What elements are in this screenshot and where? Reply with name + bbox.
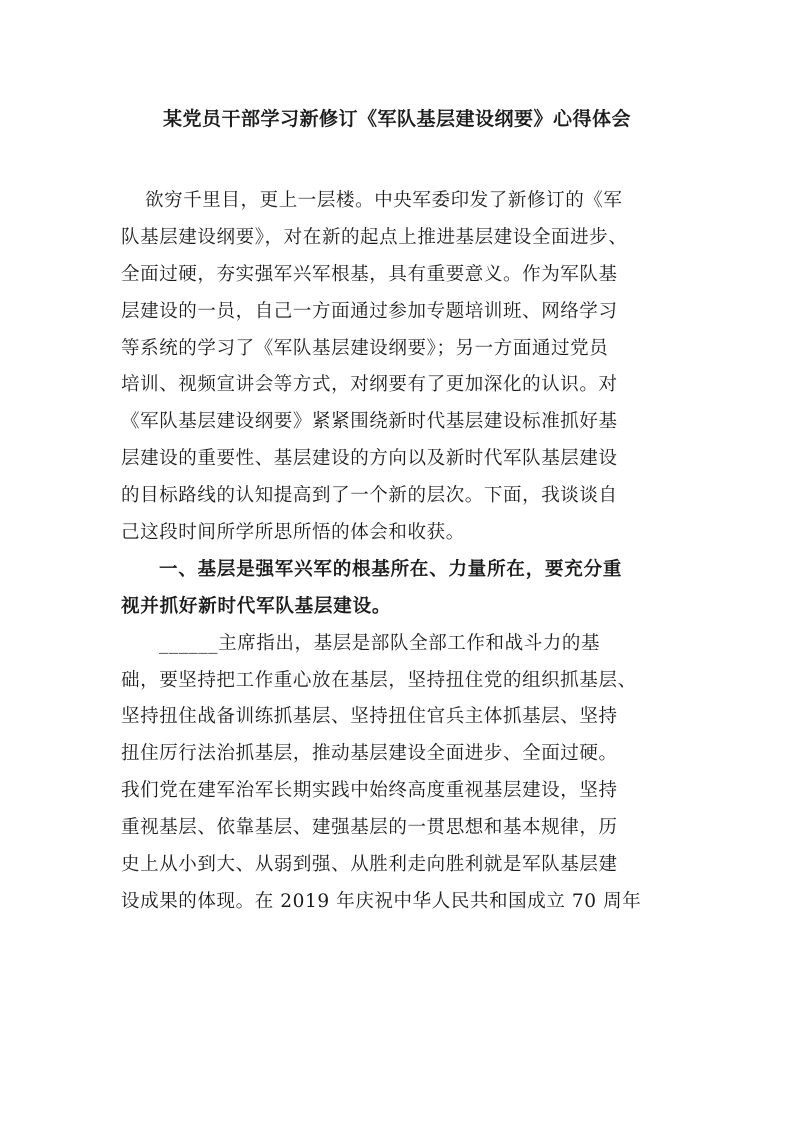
section-heading-line: 视并抓好新时代军队基层建设。 <box>121 595 392 617</box>
paragraph-line: 扭住厉行法治抓基层，推动基层建设全面进步、全面过硬。 <box>121 743 618 765</box>
paragraph-line: 层建设的一员，自己一方面通过参加专题培训班、网络学习 <box>121 300 618 322</box>
paragraph-line: 础，要坚持把工作重心放在基层，坚持扭住党的组织抓基层、 <box>121 669 637 691</box>
paragraph-line: ______主席指出，基层是部队全部工作和战斗力的基 <box>159 632 601 654</box>
paragraph-line: 全面过硬，夯实强军兴军根基，具有重要意义。作为军队基 <box>121 263 618 285</box>
paragraph-line: 队基层建设纲要》，对在新的起点上推进基层建设全面进步、 <box>121 226 628 248</box>
paragraph-line: 史上从小到大、从弱到强、从胜利走向胜利就是军队基层建 <box>121 854 618 876</box>
paragraph-line: 设成果的体现。在 2019 年庆祝中华人民共和国成立 70 周年 <box>121 890 642 912</box>
paragraph-line: 己这段时间所学所思所悟的体会和收获。 <box>121 522 465 544</box>
paragraph-line: 层建设的重要性、基层建设的方向以及新时代军队基层建设 <box>121 448 618 470</box>
paragraph-line: 《军队基层建设纲要》紧紧围绕新时代基层建设标准抓好基 <box>121 411 618 433</box>
paragraph-line: 重视基层、依靠基层、建强基层的一贯思想和基本规律，历 <box>121 817 618 839</box>
paragraph-line: 的目标路线的认知提高到了一个新的层次。下面，我谈谈自 <box>121 485 618 507</box>
paragraph-line: 坚持扭住战备训练抓基层、坚持扭住官兵主体抓基层、坚持 <box>121 706 618 728</box>
document-title: 某党员干部学习新修订《军队基层建设纲要》心得体会 <box>162 108 631 130</box>
paragraph-line: 我们党在建军治军长期实践中始终高度重视基层建设，坚持 <box>121 780 618 802</box>
paragraph-line: 等系统的学习了《军队基层建设纲要》；另一方面通过党员 <box>121 337 609 359</box>
section-heading-line: 一、基层是强军兴军的根基所在、力量所在，要充分重 <box>159 558 623 580</box>
document-body <box>121 183 677 921</box>
paragraph-line: 培训、视频宣讲会等方式，对纲要有了更加深化的认识。对 <box>121 374 618 396</box>
paragraph-line: 欲穷千里目，更上一层楼。中央军委印发了新修订的《军 <box>145 190 623 211</box>
